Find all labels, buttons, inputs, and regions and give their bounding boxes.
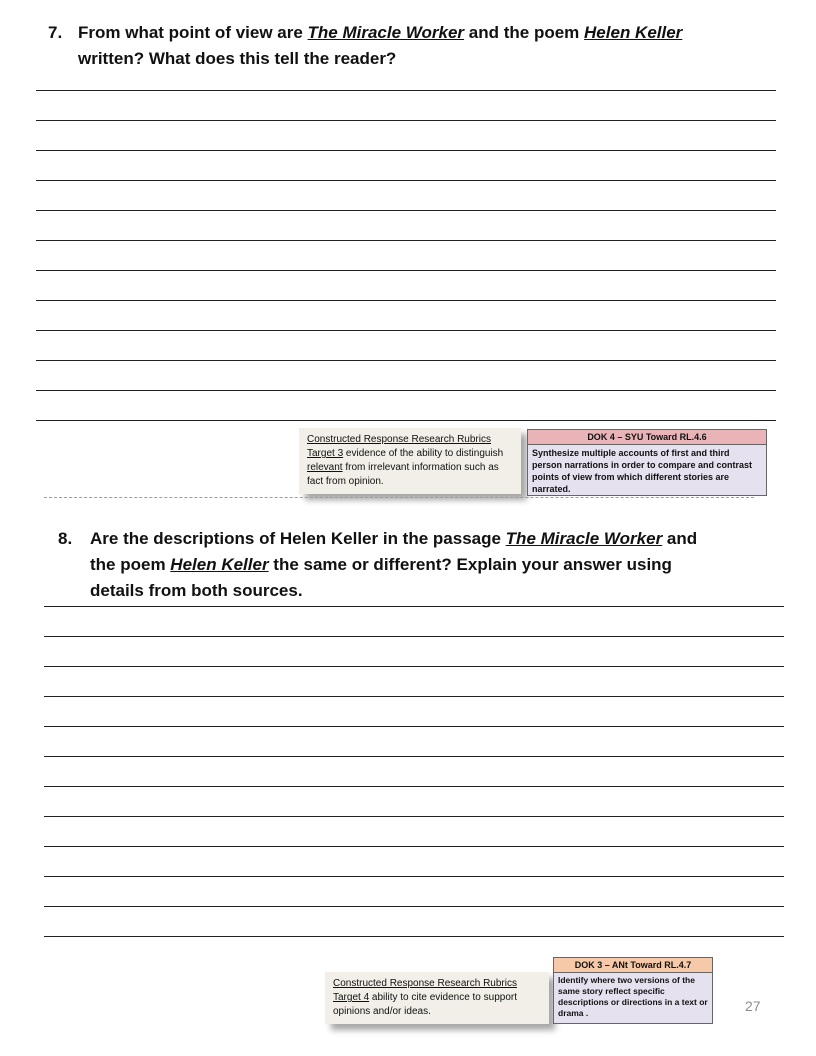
answer-line [44,936,784,937]
rubric-title: Constructed Response Research Rubrics [307,434,491,445]
answer-lines-q7[interactable] [36,90,776,422]
title-helen-keller: Helen Keller [584,23,683,42]
dok-body: Identify where two versions of the same story reflect specific descriptions or directions in a text or drama . [558,975,708,1018]
rubric-target: Target 4 [333,992,370,1003]
answer-line [44,666,784,667]
answer-line [44,696,784,697]
answer-line [44,786,784,787]
dok-header: DOK 3 – ANt Toward RL.4.7 [554,958,712,973]
question-7-line-1 [78,20,682,46]
answer-lines-q8[interactable] [44,606,784,938]
title-miracle-worker: The Miracle Worker [505,529,663,548]
question-7-line-2: written? What does this tell the reader? [78,49,397,68]
question-7-number: 7. [48,23,63,42]
question-8-text-d: the same or different? Explain your answer using [268,555,672,574]
rubric-text-b: from irrelevant information such as fact from opinion. [307,462,499,487]
section-divider [44,497,754,498]
dok-header: DOK 4 – SYU Toward RL.4.6 [528,430,766,445]
title-helen-keller: Helen Keller [170,555,269,574]
answer-line [36,420,776,421]
question-7 [48,20,768,74]
question-7-text: From what point of view are [78,23,308,42]
answer-line [36,330,776,331]
rubric-target: Target 3 [307,448,344,459]
answer-line [44,606,784,607]
answer-line [36,300,776,301]
answer-line [44,726,784,727]
rubric-text: evidence of the ability to distinguish [343,448,504,459]
answer-line [44,816,784,817]
dok-body: Synthesize multiple accounts of first and third person narrations in order to compare and contrast points of view from which different stories are narrated. [532,448,753,494]
question-8-text-b: and [662,529,698,548]
answer-line [36,270,776,271]
answer-line [36,240,776,241]
question-8-line-3: details from both sources. [90,581,303,600]
rubric-text: ability to cite evidence to support opinions and/or ideas. [333,992,518,1017]
answer-line [44,756,784,757]
answer-line [44,876,784,877]
dok-box-rl-4-6 [527,429,767,496]
answer-line [36,90,776,91]
rubric-title: Constructed Response Research Rubrics [333,978,517,989]
answer-line [36,180,776,181]
question-8-number: 8. [58,529,73,548]
answer-line [36,150,776,151]
answer-line [36,120,776,121]
question-8 [58,526,778,606]
answer-line [36,390,776,391]
answer-line [36,360,776,361]
question-8-line-1 [90,526,697,552]
dok-box-rl-4-7 [553,957,713,1024]
title-miracle-worker: The Miracle Worker [307,23,465,42]
rubric-box-target-3 [299,428,521,494]
answer-line [44,636,784,637]
question-7-text-b: and the poem [464,23,585,42]
answer-line [36,210,776,211]
answer-line [44,906,784,907]
question-8-text-c: the poem [90,555,171,574]
rubric-box-target-4 [325,972,549,1024]
question-8-line-2 [90,552,672,578]
question-8-text: Are the descriptions of Helen Keller in the passage [90,529,506,548]
page-number: 27 [745,998,761,1014]
answer-line [44,846,784,847]
rubric-relevant: relevant [307,462,343,473]
